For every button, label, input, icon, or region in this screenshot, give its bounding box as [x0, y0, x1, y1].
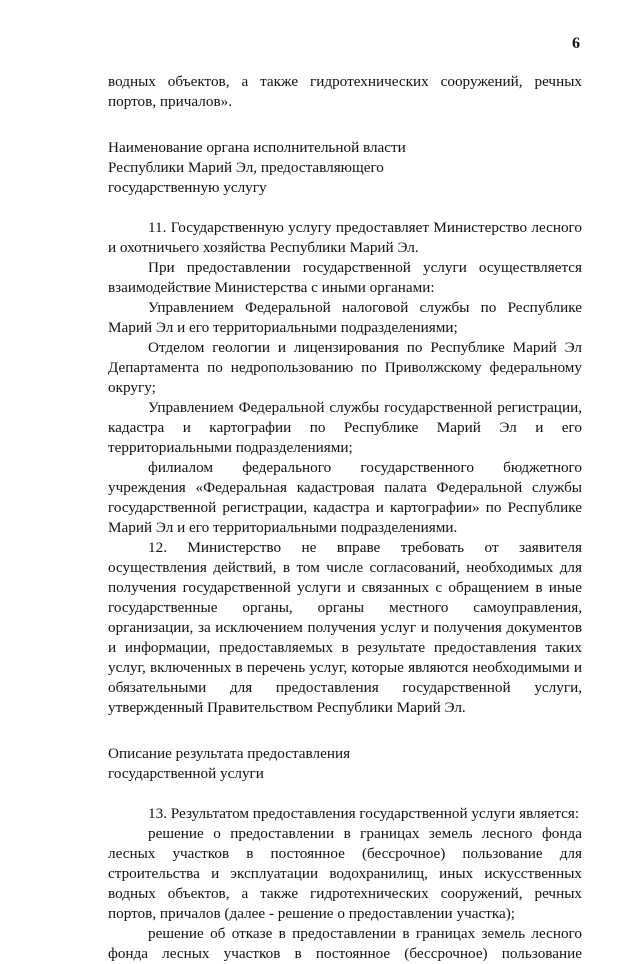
heading-result-description — [108, 744, 582, 784]
heading-line: Описание результата предоставления — [108, 745, 351, 762]
heading-line: государственной услуги — [108, 765, 264, 782]
paragraph-refusal-decision: решение об отказе в предоставлении в границах земель лесного фонда лесных участков в постоянное (бессрочное) пользование — [108, 925, 582, 962]
intro-line-2: портов, причалов». — [108, 93, 233, 110]
paragraph-13: 13. Результатом предоставления государственной услуги является: — [148, 805, 580, 822]
paragraph-geology-dept: Отделом геологии и лицензирования по Республике Марий Эл Департамента по недропользованию по Приволжскому федеральному округу; — [108, 339, 582, 396]
paragraph-interaction: При предоставлении государственной услуги осуществляется взаимодействие Министерства с иными органами: — [108, 259, 582, 296]
paragraph-registration-service: Управлением Федеральной службы государственной регистрации, кадастра и картографии по Республике Марий Эл и его территориальными подразделениями; — [108, 399, 582, 456]
heading-line: Наименование органа исполнительной власти — [108, 139, 406, 156]
section-executive-body — [108, 218, 582, 718]
heading-line: Республики Марий Эл, предоставляющего — [108, 159, 384, 176]
paragraph-12: 12. Министерство не вправе требовать от заявителя осуществления действий, в том числе согласований, необходимых для получения государственной услуги и связанных с обращением в иные государственные органы, органы местного самоуправления, организации, за исключением получения услуг и получения документов и информации, предоставляемых в результате предоставления таких услуг, включенных в перечень услуг, которые являются необходимыми и обязательными для предоставления государственной услуги, утвержденный Правительством Республики Марий Эл. — [108, 539, 582, 716]
paragraph-tax-service: Управлением Федеральной налоговой службы по Республике Марий Эл и его территориальными подразделениями; — [108, 299, 582, 336]
paragraph-11: 11. Государственную услугу предоставляет Министерство лесного и охотничьего хозяйства Республики Марий Эл. — [108, 219, 582, 256]
page-number: 6 — [572, 35, 580, 52]
document-body — [108, 72, 582, 964]
paragraph-cadastral-chamber: филиалом федерального государственного бюджетного учреждения «Федеральная кадастровая палата Федеральной службы государственной регистрации, кадастра и картографии» по Республике Марий Эл и его территориальными подразделениями. — [108, 459, 582, 536]
intro-line-1: водных объектов, а также гидротехнических сооружений, речных — [108, 73, 582, 90]
heading-executive-body — [108, 138, 582, 198]
paragraph-grant-decision: решение о предоставлении в границах земель лесного фонда лесных участков в постоянное (бессрочное) пользование для строительства и эксплуатации водохранилищ, иных искусственных водных объектов, а также гидротехнических сооружений, речных портов, причалов (далее - решение о предоставлении участка); — [108, 825, 582, 922]
heading-line: государственную услугу — [108, 179, 267, 196]
section-result — [108, 804, 582, 964]
